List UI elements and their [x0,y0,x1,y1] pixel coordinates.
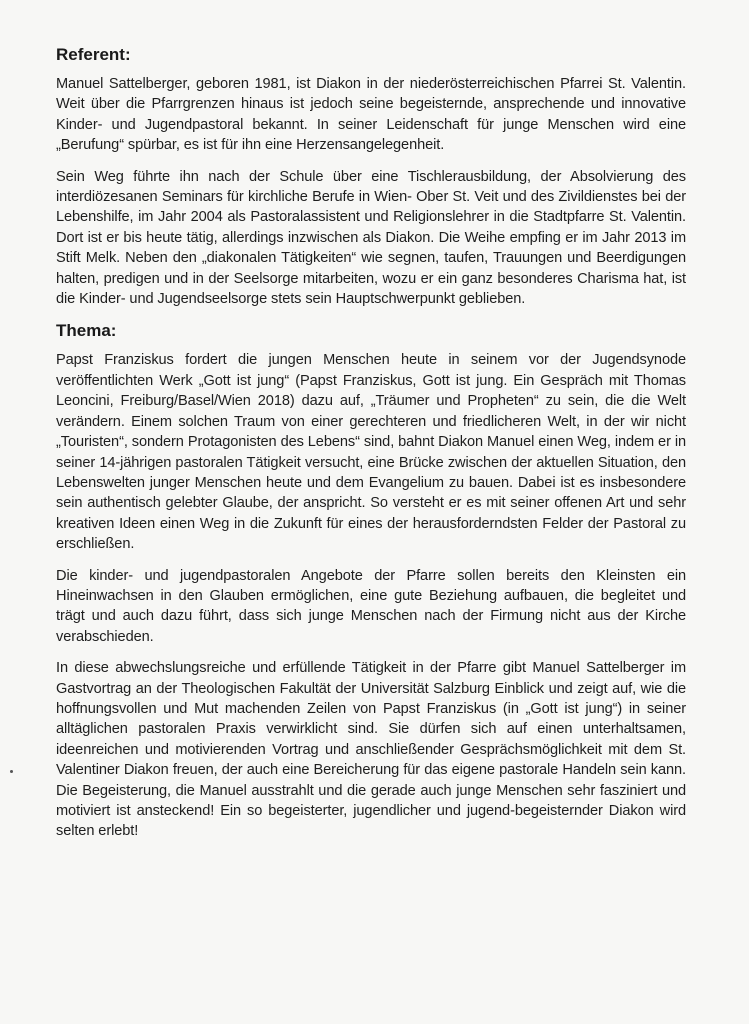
referent-section [56,44,686,309]
document-page [56,44,686,853]
referent-paragraph-1: Manuel Sattelberger, geboren 1981, ist Diakon in der niederösterreichischen Pfarrei St. Valentin. Weit über die Pfarrgrenzen hinaus ist jedoch seine begeisternde, ansprechende und innovative Kinder- und Jugendpastoral bekannt. In seiner Leidenschaft für junge Menschen wird eine „Berufung“ spürbar, es ist für ihn eine Herzensangelegenheit. [56,76,686,154]
thema-paragraph-1: Papst Franziskus fordert die jungen Menschen heute in seinem vor der Jugendsynode veröffentlichten Werk „Gott ist jung“ (Papst Franziskus, Gott ist jung. Ein Gespräch mit Thomas Leoncini, Freiburg/Basel/Wien 2018) dazu auf, „Träumer und Propheten“ zu sein, die die Welt verändern. Einem solchen Traum von einer gerechteren und friedlicheren Welt, in der wir nicht „Touristen“, sondern Protagonisten des Lebens“ sind, bahnt Diakon Manuel einen Weg, indem er in seiner 14-jährigen pastoralen Tätigkeit versucht, eine Brücke zwischen der aktuellen Situation, den Lebenswelten junger Menschen heute und dem Evangelium zu bauen. Dabei ist es insbesondere sein authentisch gelebter Glaube, der anspricht. So versteht er es mit seiner offenen Art und sehr kreativen Ideen einen Weg in die Zukunft für eines der herausforderndsten Felder der Pastoral zu erschließen. [56,352,686,553]
thema-paragraph-3: In diese abwechslungsreiche und erfüllende Tätigkeit in der Pfarre gibt Manuel Sattelberger im Gastvortrag an der Theologischen Fakultät der Universität Salzburg Einblick und zeigt auf, wie die hoffnungsvollen und Mut machenden Zeilen von Papst Franziskus (in „Gott ist jung“) in seiner alltäglichen pastoralen Praxis verwirklicht sind. Sie dürfen sich auf einen unterhaltsamen, ideenreichen und motivierenden Vortrag und anschließender Gesprächsmöglichkeit mit dem St. Valentiner Diakon freuen, der auch eine Bereicherung für das eigene pastorale Handeln sein kann. Die Begeisterung, die Manuel ausstrahlt und die gerade auch junge Menschen sehr fasziniert und motiviert ist ansteckend! Ein so begeisterter, jugendlicher und jugend-begeisternder Diakon wird selten erlebt! [56,660,686,840]
referent-heading: Referent: [56,45,131,64]
scan-speck [10,770,13,773]
thema-paragraph-2: Die kinder- und jugendpastoralen Angebote der Pfarre sollen bereits den Kleinsten ein Hineinwachsen in den Glauben ermöglichen, eine gute Beziehung aufbauen, die begleitet und trägt und auch dazu führt, dass sich junge Menschen nach der Firmung nicht aus der Kirche verabschieden. [56,567,686,645]
referent-paragraph-2: Sein Weg führte ihn nach der Schule über eine Tischlerausbildung, der Absolvierung des interdiözesanen Seminars für kirchliche Berufe in Wien- Ober St. Veit und des Zivildienstes bei der Lebenshilfe, im Jahr 2004 als Pastoralassistent und Religionslehrer in die Stadtpfarre St. Valentin. Dort ist er bis heute tätig, allerdings inzwischen als Diakon. Die Weihe empfing er im Jahr 2013 im Stift Melk. Neben den „diakonalen Tätigkeiten“ wie segnen, taufen, Trauungen und Beerdigungen halten, predigen und in der Seelsorge mitarbeiten, wozu er ein ganz besonderes Charisma hat, ist die Kinder- und Jugendseelsorge stets sein Hauptschwerpunkt geblieben. [56,168,686,308]
thema-section [56,320,686,841]
thema-heading: Thema: [56,321,117,341]
